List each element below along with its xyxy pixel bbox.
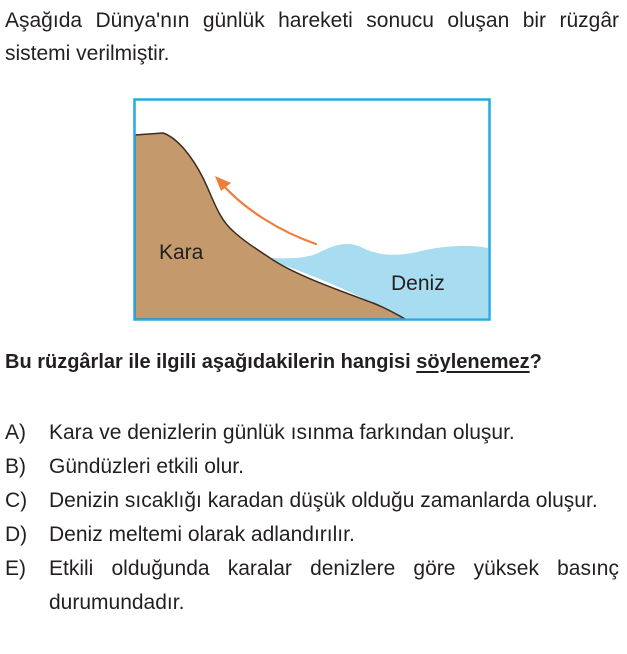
option-letter: B) bbox=[5, 455, 26, 478]
option-letter: E) bbox=[5, 557, 26, 580]
question-mark: ? bbox=[529, 351, 542, 373]
sea-breeze-diagram bbox=[133, 98, 491, 321]
option-e[interactable] bbox=[5, 552, 619, 620]
option-letter: A) bbox=[5, 421, 26, 444]
option-text: Denizin sıcaklığı karadan düşük olduğu zamanlarda oluşur. bbox=[49, 489, 598, 512]
sea-label: Deniz bbox=[391, 272, 445, 295]
option-text: Gündüzleri etkili olur. bbox=[49, 455, 244, 478]
question-intro: Aşağıda Dünya'nın günlük hareketi sonucu oluşan bir rüzgâr sistemi verilmiştir. bbox=[5, 9, 619, 65]
answer-options bbox=[5, 416, 619, 620]
land-label: Kara bbox=[159, 241, 204, 264]
question-text: Bu rüzgârlar ile ilgili aşağıdakilerin hangisi bbox=[5, 351, 417, 373]
option-d[interactable] bbox=[5, 518, 619, 552]
option-letter: C) bbox=[5, 489, 28, 512]
question-stem bbox=[5, 347, 542, 377]
wind-arrowhead bbox=[215, 176, 231, 191]
option-text: Etkili olduğunda karalar denizlere göre yüksek basınç durumundadır. bbox=[49, 557, 619, 614]
option-a[interactable] bbox=[5, 416, 619, 450]
option-text: Deniz meltemi olarak adlandırılır. bbox=[49, 523, 355, 546]
option-c[interactable] bbox=[5, 484, 619, 518]
option-letter: D) bbox=[5, 523, 28, 546]
question-negative-emphasis: söylenemez bbox=[416, 351, 530, 373]
option-b[interactable] bbox=[5, 450, 619, 484]
option-text: Kara ve denizlerin günlük ısınma farkından oluşur. bbox=[49, 421, 515, 444]
